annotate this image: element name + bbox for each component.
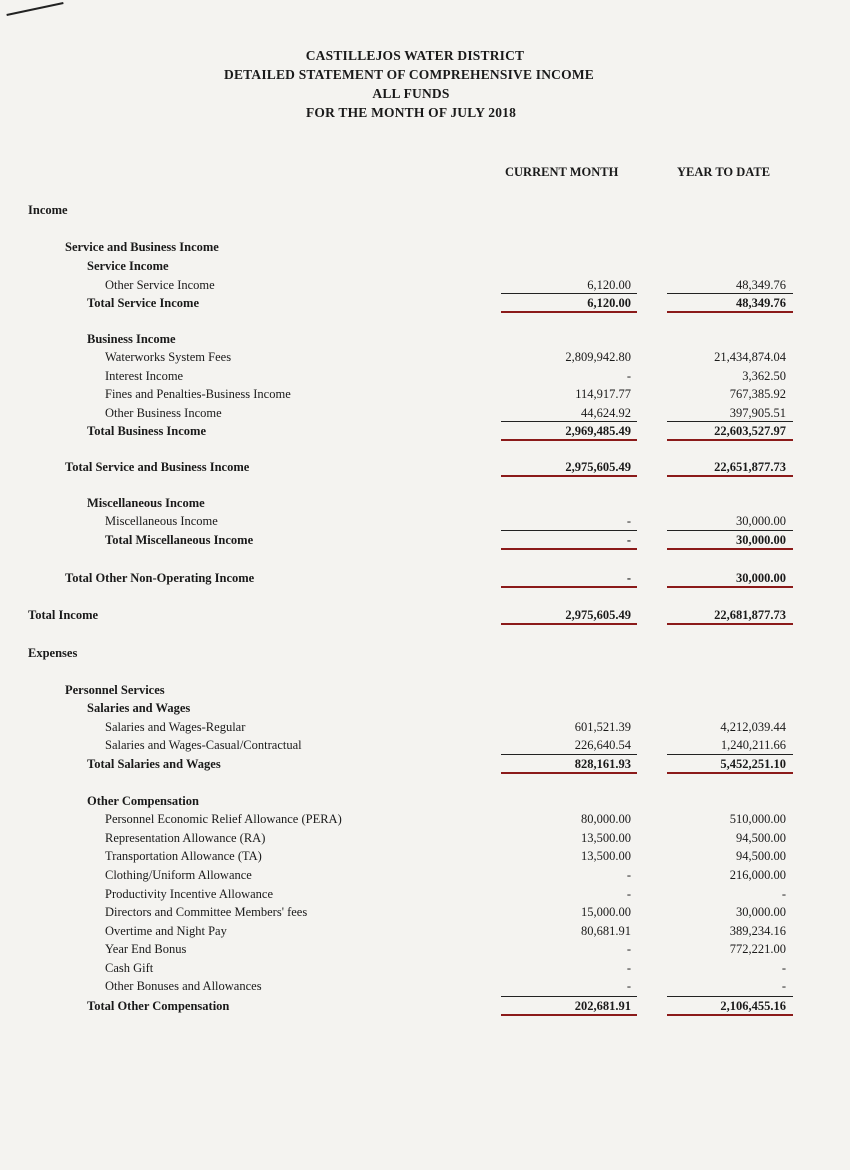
current-month-value: 6,120.00 [587, 296, 631, 310]
fund-label: ALL FUNDS [372, 86, 450, 101]
statement-row [0, 847, 850, 865]
year-to-date-value: 30,000.00 [736, 571, 786, 585]
year-to-date-value: 22,603,527.97 [714, 424, 786, 438]
rule-line [501, 421, 637, 422]
row-label: Service and Business Income [65, 240, 219, 254]
rule-line [501, 754, 637, 755]
rule-line [667, 530, 793, 531]
row-label: Transportation Allowance (TA) [105, 849, 262, 863]
current-month-value: - [626, 942, 631, 956]
row-label: Cash Gift [105, 961, 154, 975]
row-label: Total Other Compensation [87, 999, 230, 1013]
rule-line [667, 293, 793, 294]
rule-line [667, 754, 793, 755]
current-month-value: 6,120.00 [587, 278, 631, 292]
double-rule-line [667, 311, 793, 313]
statement-row [0, 238, 850, 256]
row-label: Miscellaneous Income [105, 514, 218, 528]
statement-row [0, 699, 850, 717]
total-rule-line [501, 623, 637, 625]
row-label: Salaries and Wages-Regular [105, 720, 246, 734]
row-label: Year End Bonus [105, 942, 187, 956]
rule-line [501, 530, 637, 531]
total-rule-line [667, 623, 793, 625]
row-label: Total Service and Business Income [65, 460, 250, 474]
year-to-date-value: 21,434,874.04 [714, 350, 786, 364]
row-label: Other Bonuses and Allowances [105, 979, 262, 993]
rule-line [667, 996, 793, 997]
statement-row [0, 829, 850, 847]
statement-row [0, 792, 850, 810]
statement-row [0, 922, 850, 940]
row-label: Other Compensation [87, 794, 199, 808]
statement-row [0, 681, 850, 699]
current-month-value: 2,969,485.49 [565, 424, 631, 438]
row-label: Expenses [28, 646, 78, 660]
year-to-date-value: 22,681,877.73 [714, 608, 786, 622]
current-month-value: - [626, 514, 631, 528]
year-to-date-value: 510,000.00 [729, 812, 786, 826]
row-label: Other Business Income [105, 406, 222, 420]
row-label: Waterworks System Fees [105, 350, 232, 364]
double-rule-line [501, 311, 637, 313]
statement-row [0, 866, 850, 884]
year-to-date-value: 767,385.92 [729, 387, 786, 401]
total-row [0, 755, 850, 773]
row-label: Interest Income [105, 369, 184, 383]
column-header-year-to-date: YEAR TO DATE [677, 165, 771, 179]
double-rule-line [501, 772, 637, 774]
row-label: Total Income [28, 608, 99, 622]
company-name: CASTILLEJOS WATER DISTRICT [305, 48, 525, 63]
total-rule-line [667, 586, 793, 588]
current-month-value: 13,500.00 [581, 849, 631, 863]
year-to-date-value: 94,500.00 [736, 849, 786, 863]
double-rule-line [667, 548, 793, 550]
year-to-date-value: - [781, 887, 786, 901]
current-month-value: - [626, 979, 631, 993]
row-label: Representation Allowance (RA) [105, 831, 266, 845]
statement-row [0, 736, 850, 754]
double-rule-line [667, 439, 793, 441]
year-to-date-value: 389,234.16 [729, 924, 786, 938]
statement-row [0, 404, 850, 422]
current-month-value: - [626, 961, 631, 975]
rule-line [501, 293, 637, 294]
row-label: Income [28, 203, 68, 217]
column-header-current-month: CURRENT MONTH [505, 165, 619, 179]
total-rule-line [501, 475, 637, 477]
year-to-date-value: 1,240,211.66 [720, 738, 786, 752]
row-label: Total Other Non-Operating Income [65, 571, 255, 585]
statement-row [0, 330, 850, 348]
year-to-date-value: 5,452,251.10 [720, 757, 786, 771]
statement-row [0, 903, 850, 921]
current-month-value: - [626, 887, 631, 901]
current-month-value: 80,000.00 [581, 812, 631, 826]
year-to-date-value: 3,362.50 [742, 369, 786, 383]
total-row [0, 422, 850, 440]
row-label: Service Income [87, 259, 169, 273]
statement-row [0, 257, 850, 275]
year-to-date-value: 30,000.00 [736, 533, 786, 547]
row-label: Total Salaries and Wages [87, 757, 221, 771]
current-month-value: 44,624.92 [581, 406, 631, 420]
statement-row [0, 348, 850, 366]
row-label: Total Miscellaneous Income [105, 533, 254, 547]
row-label: Salaries and Wages [87, 701, 191, 715]
statement-row [0, 276, 850, 294]
current-month-value: - [626, 868, 631, 882]
year-to-date-value: 94,500.00 [736, 831, 786, 845]
statement-row [0, 512, 850, 530]
year-to-date-value: 216,000.00 [729, 868, 786, 882]
total-rule-line [667, 475, 793, 477]
current-month-value: - [626, 571, 631, 585]
total-row [0, 294, 850, 312]
statement-title: DETAILED STATEMENT OF COMPREHENSIVE INCOME [224, 67, 594, 82]
statement-row [0, 885, 850, 903]
statement-row [0, 810, 850, 828]
current-month-value: 114,917.77 [575, 387, 631, 401]
row-label: Other Service Income [105, 278, 215, 292]
current-month-value: - [626, 369, 631, 383]
statement-row [0, 718, 850, 736]
statement-row [0, 940, 850, 958]
current-month-value: - [626, 533, 631, 547]
current-month-value: 828,161.93 [574, 757, 631, 771]
period-label: FOR THE MONTH OF JULY 2018 [305, 105, 517, 120]
statement-row [0, 385, 850, 403]
year-to-date-value: - [781, 961, 786, 975]
year-to-date-value: 22,651,877.73 [714, 460, 786, 474]
row-label: Clothing/Uniform Allowance [105, 868, 252, 882]
current-month-value: 226,640.54 [574, 738, 631, 752]
current-month-value: 601,521.39 [574, 720, 631, 734]
row-label: Salaries and Wages-Casual/Contractual [105, 738, 302, 752]
year-to-date-value: 2,106,455.16 [720, 999, 786, 1013]
current-month-value: 13,500.00 [581, 831, 631, 845]
year-to-date-value: - [781, 979, 786, 993]
statement-row [0, 644, 850, 662]
rule-line [501, 996, 637, 997]
double-rule-line [501, 439, 637, 441]
total-row [0, 531, 850, 549]
double-rule-line [501, 548, 637, 550]
current-month-value: 2,975,605.49 [565, 460, 631, 474]
total-row [0, 997, 850, 1015]
current-month-value: 80,681.91 [581, 924, 631, 938]
row-label: Miscellaneous Income [87, 496, 205, 510]
scan-mark [6, 2, 63, 16]
statement-row [0, 977, 850, 995]
year-to-date-value: 48,349.76 [736, 296, 786, 310]
total-row [0, 458, 850, 476]
total-row [0, 569, 850, 587]
row-label: Business Income [87, 332, 176, 346]
row-label: Personnel Services [65, 683, 165, 697]
total-rule-line [501, 586, 637, 588]
row-label: Productivity Incentive Allowance [105, 887, 274, 901]
row-label: Overtime and Night Pay [105, 924, 227, 938]
current-month-value: 2,975,605.49 [565, 608, 631, 622]
statement-row [0, 494, 850, 512]
year-to-date-value: 4,212,039.44 [720, 720, 786, 734]
current-month-value: 15,000.00 [581, 905, 631, 919]
row-label: Directors and Committee Members' fees [105, 905, 308, 919]
year-to-date-value: 30,000.00 [736, 514, 786, 528]
double-rule-line [667, 1014, 793, 1016]
current-month-value: 202,681.91 [574, 999, 631, 1013]
double-rule-line [667, 772, 793, 774]
year-to-date-value: 48,349.76 [736, 278, 786, 292]
row-label: Fines and Penalties-Business Income [105, 387, 291, 401]
statement-row [0, 959, 850, 977]
statement-row [0, 201, 850, 219]
year-to-date-value: 397,905.51 [729, 406, 786, 420]
total-row [0, 606, 850, 624]
double-rule-line [501, 1014, 637, 1016]
rule-line [667, 421, 793, 422]
row-label: Total Business Income [87, 424, 207, 438]
statement-row [0, 367, 850, 385]
row-label: Total Service Income [87, 296, 200, 310]
current-month-value: 2,809,942.80 [565, 350, 631, 364]
year-to-date-value: 30,000.00 [736, 905, 786, 919]
year-to-date-value: 772,221.00 [729, 942, 786, 956]
row-label: Personnel Economic Relief Allowance (PERA) [105, 812, 342, 826]
